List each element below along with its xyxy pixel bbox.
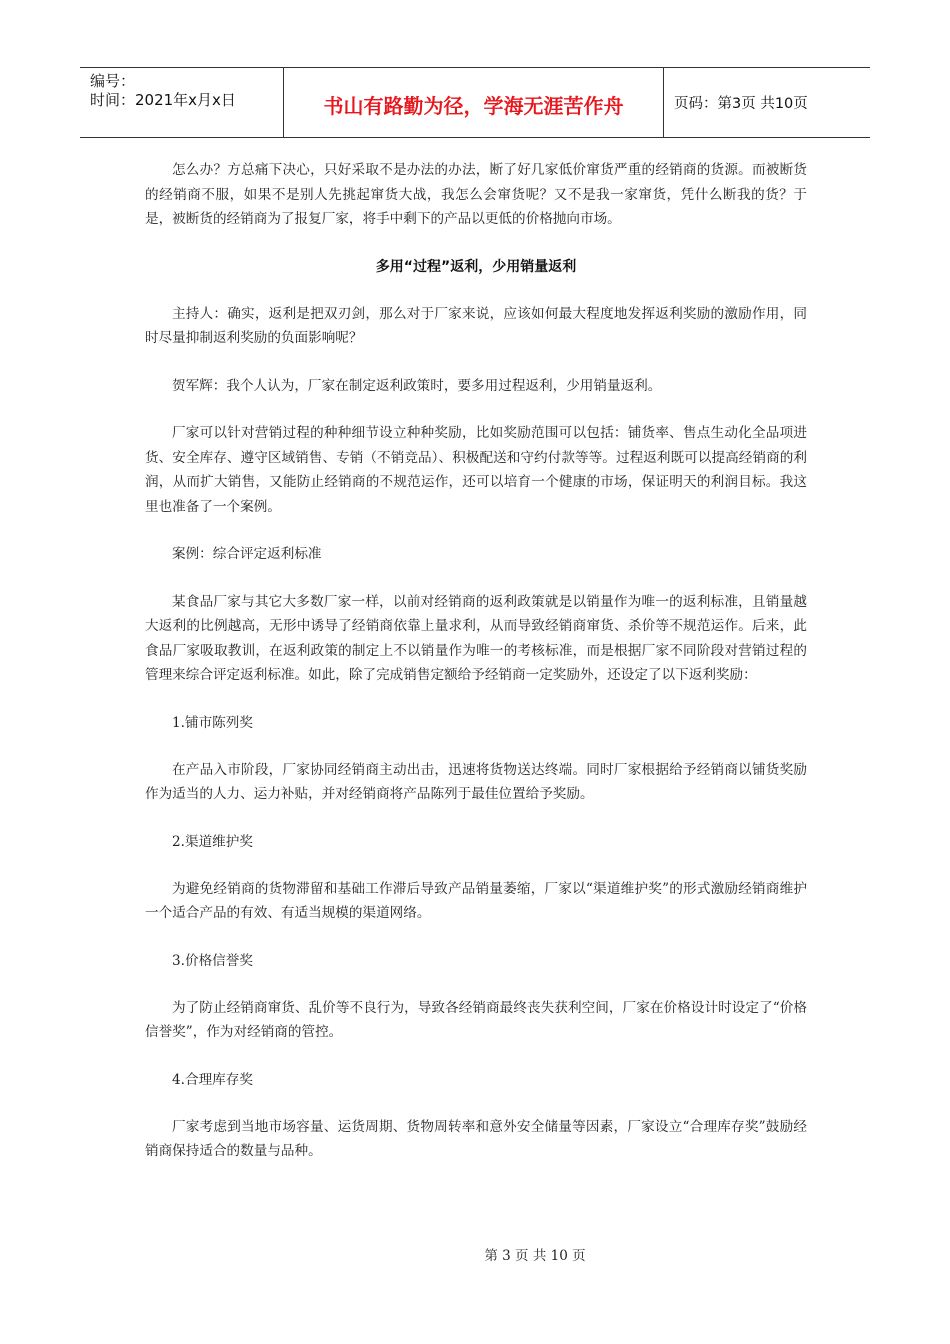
- page-footer: 第 3 页 共 10 页: [484, 1248, 586, 1264]
- page-header: [80, 67, 870, 138]
- number-label: 编号：: [90, 72, 136, 90]
- paragraph-9: 为了防止经销商窜货、乱价等不良行为，导致各经销商最终丧失获利空间，厂家在价格设计时设定了“价格信誉奖”，作为对经销商的管控。: [145, 999, 807, 1040]
- section-heading: 多用“过程”返利，少用销量返利: [375, 258, 577, 275]
- header-meta: [80, 68, 284, 137]
- subheading-3: 3.价格信誉奖: [172, 952, 253, 969]
- header-page-code: 页码：第3页 共10页: [674, 96, 808, 112]
- paragraph-8: 为避免经销商的货物滞留和基础工作滞后导致产品销量萎缩，厂家以“渠道维护奖”的形式激励经销商维护一个适合产品的有效、有适当规模的渠道网络。: [145, 880, 807, 921]
- document-body: [145, 158, 807, 1164]
- paragraph-4: 厂家可以针对营销过程的种种细节设立种种奖励，比如奖励范围可以包括：铺货率、售点生动化全品项进货、安全库存、遵守区域销售、专销（不销竞品）、积极配送和守约付款等等。过程返利既可以提高经销商的利润，从而扩大销售，又能防止经销商的不规范运作，还可以培育一个健康的市场，保证明天的利润目标。我这里也准备了一个案例。: [145, 425, 807, 515]
- paragraph-2: 主持人：确实，返利是把双刃剑，那么对于厂家来说，应该如何最大程度地发挥返利奖励的激励作用，同时尽量抑制返利奖励的负面影响呢？: [145, 305, 807, 346]
- header-motto: 书山有路勤为径，学海无涯苦作舟: [284, 68, 664, 137]
- time-label: 时间：2021年x月x日: [90, 91, 236, 109]
- subheading-4: 4.合理库存奖: [172, 1071, 253, 1088]
- paragraph-10: 厂家考虑到当地市场容量、运货周期、货物周转率和意外安全储量等因素，厂家设立“合理库存奖”鼓励经销商保持适合的数量与品种。: [145, 1118, 807, 1159]
- paragraph-6: 某食品厂家与其它大多数厂家一样，以前对经销商的返利政策就是以销量作为唯一的返利标准，且销量越大返利的比例越高，无形中诱导了经销商依靠上量求利，从而导致经销商窜货、杀价等不规范运作。后来，此食品厂家吸取教训，在返利政策的制定上不以销量作为唯一的考核标准，而是根据厂家不同阶段对营销过程的管理来综合评定返利标准。如此，除了完成销售定额给予经销商一定奖励外，还设定了以下返利奖励：: [145, 593, 807, 683]
- paragraph-7: 在产品入市阶段，厂家协同经销商主动出击，迅速将货物送达终端。同时厂家根据给予经销商以铺货奖励作为适当的人力、运力补贴，并对经销商将产品陈列于最佳位置给予奖励。: [145, 761, 807, 802]
- paragraph-5: 案例：综合评定返利标准: [172, 546, 322, 562]
- paragraph-1: 怎么办？方总痛下决心，只好采取不是办法的办法，断了好几家低价窜货严重的经销商的货源。而被断货的经销商不服，如果不是别人先挑起窜货大战，我怎么会窜货呢？又不是我一家窜货，凭什么断我的货？于是，被断货的经销商为了报复厂家，将手中剩下的产品以更低的价格抛向市场。: [145, 162, 807, 227]
- paragraph-3: 贺军辉：我个人认为，厂家在制定返利政策时，要多用过程返利，少用销量返利。: [172, 377, 662, 394]
- subheading-2: 2.渠道维护奖: [172, 833, 253, 850]
- subheading-1: 1.铺市陈列奖: [172, 714, 253, 731]
